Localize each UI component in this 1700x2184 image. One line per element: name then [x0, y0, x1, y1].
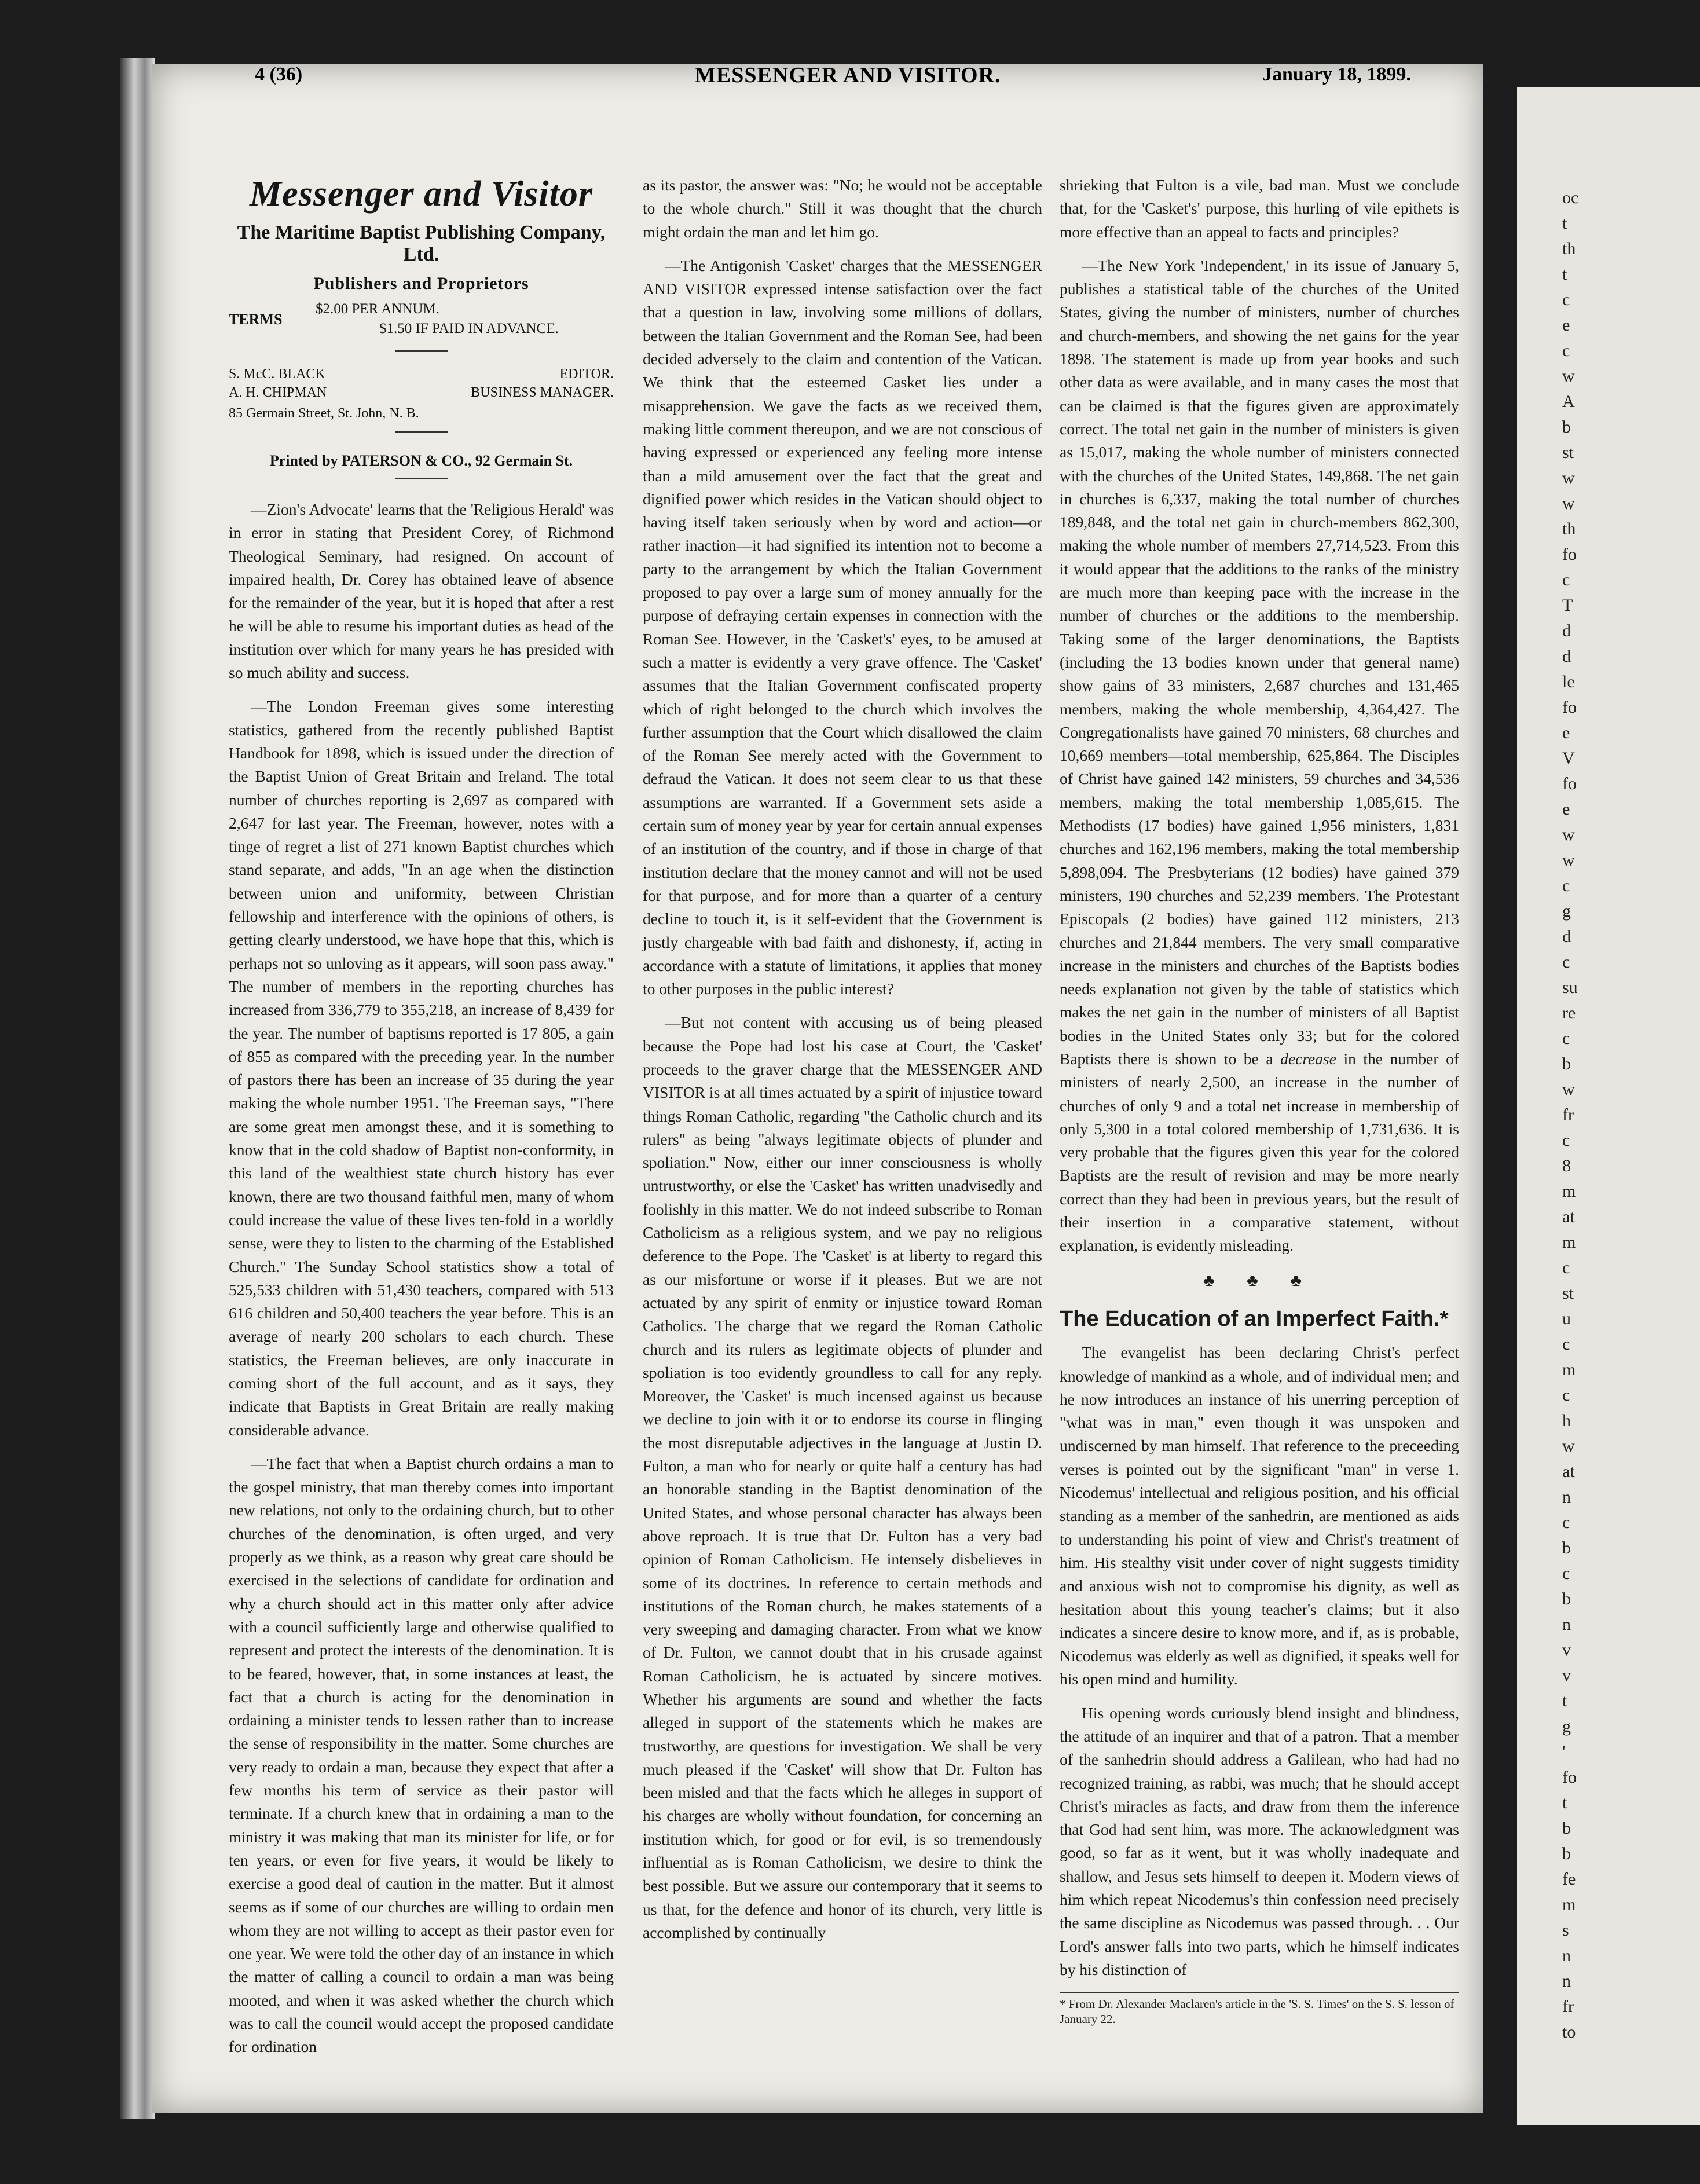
- column-1: [229, 498, 614, 2069]
- printer-credit: Printed by PATERSON & CO., 92 Germain St.: [269, 452, 573, 469]
- article-paragraph: —But not content with accusing us of being pleased because the Pope had lost his case at Court, the 'Casket' proceeds to the graver charge that the MESSENGER AND VISITOR is at all times actuated by a spirit of injustice toward things Roman Catholic, regarding "the Catholic church and its rulers" as being "always legitimate objects of plunder and spoliation." Now, either our inner consciousness is wholly untrustworthy, or else the 'Casket' has written unadvisedly and foolishly in this matter. We do not indeed subscribe to Roman Catholicism as a religious system, and we pay no religious deference to the Pope. The 'Casket' is at liberty to regard this as our misfortune or worse if it pleases. But we are not actuated by any spirit of enmity or injustice toward Roman Catholics. The charge that we regard the Roman Catholic church and its rulers as legitimate objects of plunder and spoliation is too evidently groundless to call for any reply. Moreover, the 'Casket' is much incensed against us because we decline to join with it or to endorse its course in flinging the most disreputable adjectives in the language at Justin D. Fulton, a man who for nearly or quite half a century has had an honorable standing in the Baptist denomination of the United States, and whose personal character has always been above reproach. It is true that Dr. Fulton has a very bad opinion of Roman Catholicism. He intensely disbelieves in some of its doctrines. In reference to certain methods and institutions of the Roman church, he makes statements of a very sweeping and damaging character. From what we know of Dr. Fulton, we cannot doubt that in his crusade against Roman Catholicism, he is actuated by sincere motives. Whether his arguments are sound and whether the facts alleged in support of the statements which he makes are trustworthy, are questions for investigation. We shall be very much pleased if the 'Casket' will show that Dr. Fulton has been misled and that the facts which he alleges in support of his charges are wholly without foundation, for concerning an institution which, for good or for evil, is so tremendously influential as is Roman Catholicism, we desire to think the best possible. But we assure our contemporary that it seems to us that, for the defence and honor of its church, very little is accomplished by continually: [643, 1013, 1042, 1941]
- article-paragraph: as its pastor, the answer was: "No; he would not be acceptable to the whole church." Still it was thought that the church might ordain the man and let him go.: [643, 176, 1042, 241]
- footnote: * From Dr. Alexander Maclaren's article in the 'S. S. Times' on the S. S. lesson of January 22.: [1060, 1992, 1459, 2027]
- masthead-publishers: Publishers and Proprietors: [313, 274, 529, 293]
- divider: [395, 350, 448, 352]
- section-heading: The Education of an Imperfect Faith.*: [1060, 1306, 1449, 1331]
- article-paragraph: —The fact that when a Baptist church ordains a man to the gospel ministry, that man thereby comes into important new relations, not only to the ordaining church, but to other churches of the denomination, is often urged, and very properly as we think, as a reason why great care should be exercised in the selections of candidate for ordination and why a church should act in this matter only after advice with a council sufficiently large and otherwise qualified to represent and protect the interests of the denomination. It is to be feared, however, that, in some instances at least, the fact that a church is acting for the denomination in ordaining a minister tends to lessen rather than to increase the sense of responsibility in the matter. Some churches are very ready to ordain a man, because they expect that after a few months his term of service as their pastor will terminate. If a church knew that in ordaining a man to the ministry it was making that man its minister for life, or for ten years, or even for five years, it would be likely to exercise a good deal of caution in the matter. But it almost seems as if some of our churches are willing to ordain men whom they are not willing to accept as their pastor even for one year. We were told the other day of an instance in which the matter of calling a council to ordain a man was being mooted, and when it was asked whether the church which was to call the council would accept the proposed candidate for ordination: [229, 1454, 614, 2056]
- article-paragraph: —The London Freeman gives some interesting statistics, gathered from the recently published Baptist Handbook for 1898, which is issued under the direction of the Baptist Union of Great Britain and Ireland. The total number of churches reporting is 2,697 as compared with 2,647 for last year. The Freeman, however, notes with a tinge of regret a list of 271 known Baptist churches which stand separate, and adds, "In an age when the distinction between union and uniformity, between Christian fellowship and interference with the opinions of others, is getting clearly understood, we have hope that this, which is perhaps not so unloving as it appears, will soon pass away." The number of members in the reporting churches has increased from 336,779 to 355,218, an increase of 8,439 for the year. The number of baptisms reported is 17 805, a gain of 855 as compared with the preceding year. In the number of pastors there has been an increase of 35 during the year making the whole number 1951. The Freeman says, "There are some great men amongst these, and it is something to know that in the cold shadow of Baptist non-conformity, in this land of the wealthiest state church history has ever known, there are two thousand faithful men, many of whom could increase the value of these lives ten-fold in a worldly sense, were they to listen to the charming of the Established Church." The Sunday School statistics show a total of 525,533 children with 51,430 teachers, compared with 513 616 children and 50,400 teachers the year before. This is an average of nearly 200 scholars to each church. These statistics, the Freeman believes, are only inaccurate in coming short of the full account, and as it says, they indicate that Baptists in Great Britain are really making considerable advance.: [229, 697, 614, 1439]
- terms-label: TERMS: [229, 311, 283, 328]
- article-paragraph: —The Antigonish 'Casket' charges that the MESSENGER AND VISITOR expressed intense satisfaction over the fact that a question in law, involving some millions of dollars, between the Italian Government and the Roman See, had been decided adversely to the claim and contention of the Vatican. We think that the esteemed Casket lies under a misapprehension. We gave the facts as we received them, making little comment thereupon, and we are not conscious of having expressed or experienced any feeling more intense than a mild amusement over the fact that the great and dignified power which resides in the Vatican should object to having itself taken seriously when by word and action—or rather inaction—it had signified its intention not to become a party to the arrangement by which the Italian Government proposed to pay over a large sum of money annually for the purpose of defraying certain expenses in connection with the Roman See. However, in the 'Casket's' eyes, to be amused at such a matter is evidently a very grave offence. The 'Casket' assumes that the Italian Government confiscated property which of right belonged to the church which involves the further assumption that the Court which disallowed the claim of the Roman See merely acted with the Government to defraud the Vatican. It does not seem clear to us that these assumptions are warranted. If a Government sets aside a certain sum of money year by year for certain annual expenses of an institution of the country, and if those in charge of that institution declare that the money cannot and will not be used for that purpose, and for more than a quarter of a century decline to touch it, is it self-evident that the Government is justly chargeable with bad faith and dishonesty, if, acting in accordance with a statute of limitations, it applies that money to other purposes in the public interest?: [643, 256, 1042, 998]
- terms-line-1: $2.00 PER ANNUM.: [316, 301, 439, 317]
- column-2: [643, 174, 1042, 1955]
- column-3: [1060, 174, 1459, 2027]
- emphasis-text: decrease: [1280, 1049, 1336, 1068]
- article-paragraph: [1060, 254, 1459, 1258]
- editor-role: EDITOR.: [559, 367, 614, 382]
- masthead-company: The Maritime Baptist Publishing Company, Ltd.: [237, 222, 606, 265]
- masthead-title: Messenger and Visitor: [250, 174, 593, 214]
- article-paragraph: shrieking that Fulton is a vile, bad man. Must we conclude that, for the 'Casket's' purpose, this hurling of vile epithets is more effective than an appeal to facts and principles?: [1060, 176, 1459, 241]
- article-paragraph: —Zion's Advocate' learns that the 'Religious Herald' was in error in stating that President Corey, of Richmond Theological Seminary, had resigned. On account of impaired health, Dr. Corey has obtained leave of absence for the remainder of the year, but it is hoped that after a rest he will be able to resume his important duties as head of the institution over which for many years he has presided with so much ability and success.: [229, 500, 614, 682]
- editor-name: S. McC. BLACK: [229, 367, 325, 382]
- article-paragraph: His opening words curiously blend insight and blindness, the attitude of an inquirer and that of a patron. That a member of the sanhedrin should address a Galilean, who had had no recognized training, as rabbi, was much; that he should accept Christ's miracles as facts, and draw from them the inference that God had sent him, was more. The acknowledgment was good, so far as it went, but it was wholly inadequate and shallow, and Jesus sets himself to deepen it. Modern views of him which repeat Nicodemus's thin confession need precisely the same discipline as Nicodemus was passed through. . . Our Lord's answer falls into two parts, which he himself indicates by his distinction of: [1060, 1703, 1459, 1978]
- adjacent-page-text: oc t th t c e c w A b st w w th fo c T d d le fo e V fo e w w c g d c su re c b w fr c 8 m at m c st u c m c h w at n c b c b n v v t g ' fo t b b fe m s n n fr to: [1562, 188, 1579, 2042]
- subscription-terms: [229, 299, 614, 339]
- binding-edge: [120, 58, 155, 2119]
- manager-name: A. H. CHIPMAN: [229, 385, 327, 400]
- terms-line-2: $1.50 IF PAID IN ADVANCE.: [379, 321, 559, 336]
- manager-role: BUSINESS MANAGER.: [471, 385, 614, 400]
- article-text: in the number of ministers of nearly 2,500, an increase in the number of churches of only 9 and a total net increase in membership of only 5,300 in a total colored membership of 1,731,636. It is very probable that the figures given this year for the colored Baptists are the result of revision and may be more nearly correct than they had been in previous years, but the result of their insertion in a comparative statement, without explanation, is evidently misleading.: [1060, 1049, 1460, 1255]
- issue-date: January 18, 1899.: [1262, 64, 1411, 85]
- office-address: 85 Germain Street, St. John, N. B.: [229, 406, 419, 421]
- paper-title: MESSENGER AND VISITOR.: [695, 63, 1001, 87]
- article-paragraph: The evangelist has been declaring Christ's perfect knowledge of mankind as a whole, and of individual men; and he now introduces an instance of his unerring perception of "what was in man," even though it was unspoken and undiscerned by man himself. That reference to the preceeding verses is pointed out by the significant "man" in verse 1. Nicodemus' intellectual and religious position, and his official standing as a member of the sanhedrin, are mentioned as aids to understanding his point of view and Christ's treatment of him. His stealthy visit under cover of night suggests timidity and anxious wish not to compromise his dignity, as well as hesitation about this young teacher's claims; but it also indicates a sincere desire to know more, and if, as is probable, Nicodemus was elderly as well as dignified, it speaks well for his open mind and humility.: [1060, 1343, 1459, 1688]
- section-ornament: ♣ ♣ ♣: [1203, 1270, 1316, 1290]
- divider: [395, 431, 448, 433]
- page-folio: 4 (36): [255, 64, 303, 85]
- divider: [395, 478, 448, 479]
- staff-list: [229, 365, 614, 423]
- article-text: —The New York 'Independent,' in its issue of January 5, publishes a statistical table of the churches of the United States, giving the number of ministers, number of churches and church-members, and showing the net gains for the year 1898. The statement is made up from year books and such other data as were available, and in many cases the most that can be claimed is that the figures given are approximately correct. The total net gain in the number of ministers is given as 15,017, making the whole number of ministers connected with the churches of the United States, 149,868. The net gain in churches is 6,337, making the total number of churches 189,848, and the total net gain in church-members 862,300, making the whole number of members 27,714,523. From this it would appear that the additions to the ranks of the ministry are much more than keeping pace with the increase in the number of churches or the additions to the membership. Taking some of the larger denominations, the Baptists (including the 13 bodies known under that general name) show gains of 33 ministers, 2,687 churches and 131,465 members, making the whole membership, 4,364,427. The Congregationalists have gained 70 ministers, 68 churches and 10,669 members—total membership, 625,864. The Disciples of Christ have gained 142 ministers, 59 churches and 34,536 members, making the total membership 1,085,615. The Methodists (17 bodies) have gained 1,956 ministers, 1,831 churches and 162,196 members, making the total membership 5,898,094. The Presbyterians (12 bodies) have gained 379 ministers, 190 churches and 52,239 members. The Protestant Episcopals (2 bodies) have gained 112 ministers, 213 churches and 21,844 members. The very small comparative increase in the ministers and churches of the Baptists bodies needs explanation not given by the table of statistics which makes the net gain in the number of ministers of all Baptist bodies in the United States only 33; but for the colored Baptists there is shown to be a: [1060, 256, 1459, 1068]
- adjacent-page-strip: [1517, 87, 1700, 2125]
- masthead: [229, 174, 614, 492]
